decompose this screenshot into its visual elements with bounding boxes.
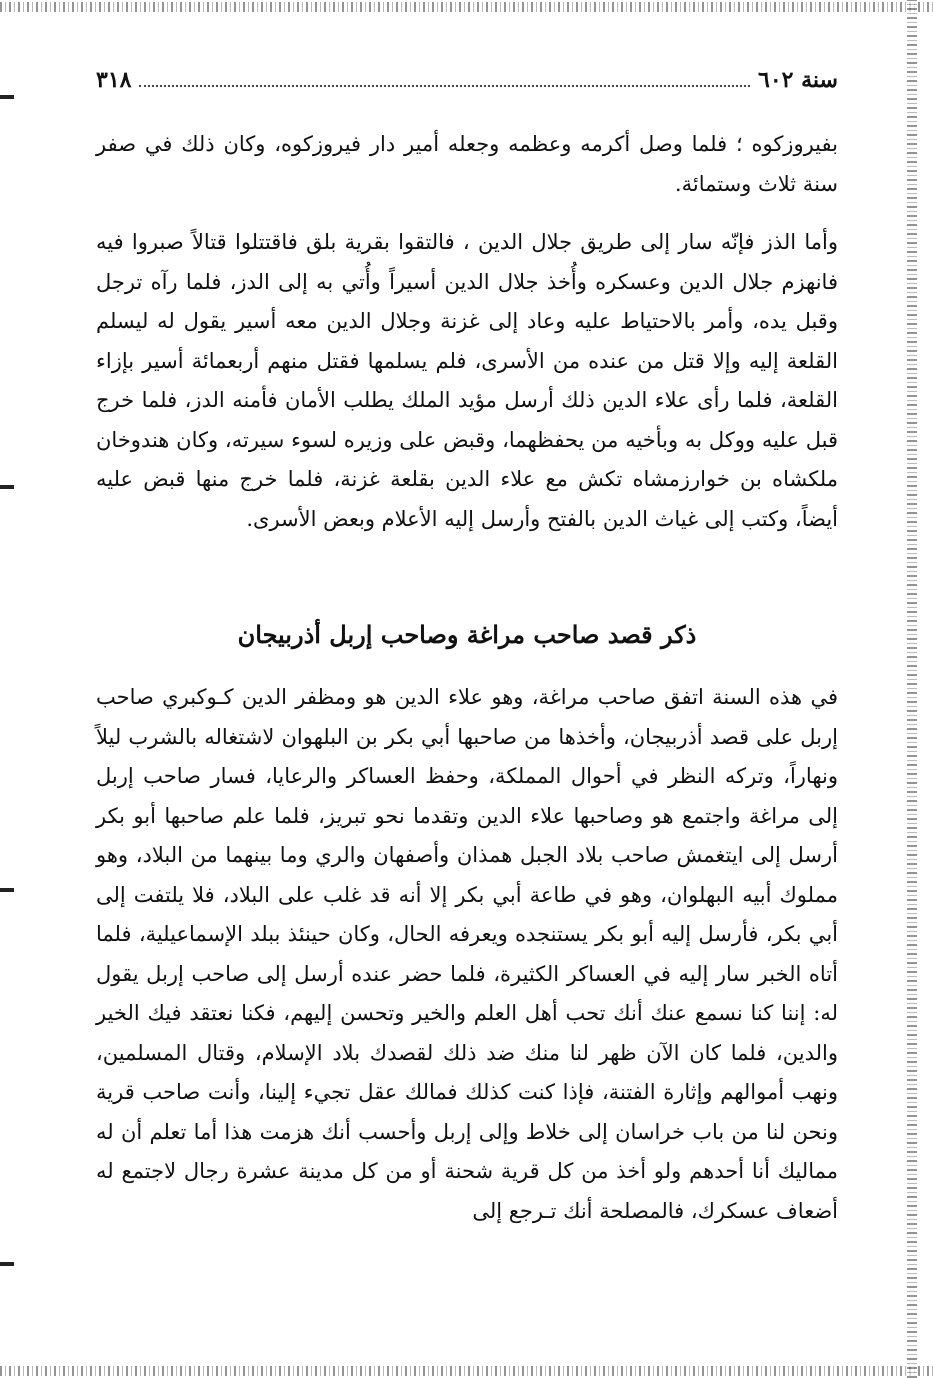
paragraph-3: في هذه السنة اتفق صاحب مراغة، وهو علاء الدين هو ومظفر الدين كـوكبري صاحب إربل على قصد أذربيجان، وأخذها من صاحبها أبي بكر بن البلهوان لاشتغاله بالشرب ليلاً ونهاراً، وتركه النظر في أحوال المملكة، وحفظ العساكر والرعايا، فسار صاحب إربل إلى مراغة واجتمع هو وصاحبها علاء الدين وتقدما نحو تبريز، فلما علم صاحبها أبو بكر أرسل إلى ايتغمش صاحب بلاد الجبل همذان وأصفهان والري وما بينهما من البلاد، وهو مملوك أبيه البهلوان، وهو في طاعة أبي بكر إلا أنه قد غلب على البلاد، فلا يلتفت إلى أبي بكر، فأرسل إليه أبو بكر يستنجده ويعرفه الحال، وكان حينئذ ببلد الإسماعيلية، فلما أتاه الخبر سار إليه في العساكر الكثيرة، فلما حضر عنده أرسل إلى صاحب إربل يقول له: إننا كنا نسمع عنك أنك تحب أهل العلم والخير وتحسن إليهم، فكنا نعتقد فيك الخير والدين، فلما كان الآن ظهر لنا منك ضد ذلك لقصدك بلاد الإسلام، وقتال المسلمين، ونهب أموالهم وإثارة الفتنة، فإذا كنت كذلك فمالك عقل تجيء إلينا، وأنت صاحب قرية ونحن لنا من باب خراسان إلى خلاط وإلى إربل وأحسب أنك هزمت هذا أما تعلم أن له مماليك أنا أحدهم ولو أخذ من كل قرية شحنة أو من كل مدينة عشرة رجال لاجتمع له أضعاف عسكرك، فالمصلحة أنك تـرجع إلى [96, 685, 838, 1223]
margin-mark [0, 95, 14, 99]
section-heading: ذكر قصد صاحب مراغة وصاحب إربل أذربيجان [237, 620, 697, 649]
paragraph-2: وأما الذز فإنّه سار إلى طريق جلال الدين ، فالتقوا بقرية بلق فاقتتلوا قتالاً صبروا فيه فانهزم جلال الدين وعسكره وأُخذ جلال الدين أسيراً وأُتي به إلى الدز، فلما رآه ترجل وقبل يده، وأمر بالاحتياط عليه وعاد إلى غزنة وجلال الدين معه أسير يقول له ليسلم القلعة إليه وإلا قتل من عنده من الأسرى، فلم يسلمها فقتل منهم أربعمائة أسير بإزاء القلعة، فلما رأى علاء الدين ذلك أرسل مؤيد الملك يطلب الأمان فأمنه الدز، فلما خرج قبل عليه ووكل به وبأخيه من يحفظهما، وقبض على وزيره لسوء سيرته، وكان هندوخان ملكشاه بن خوارزمشاه تكش مع علاء الدين بقلعة غزنة، فلما خرج منها قبض عليه أيضاً، وكتب إلى غياث الدين بالفتح وأرسل إليه الأعلام وبعض الأسرى. [96, 230, 838, 531]
bottom-ornamental-border [0, 1366, 933, 1376]
margin-mark [0, 1262, 14, 1266]
page-number: ٣١٨ [96, 67, 132, 93]
top-ornamental-border [0, 2, 933, 12]
paragraph-1: بفيروزكوه ؛ فلما وصل أكرمه وعظمه وجعله أمير دار فيروزكوه، وكان ذلك في صفر سنة ثلاث وستمائة. [96, 132, 838, 196]
right-ornamental-border [907, 0, 917, 1378]
year-label: سنة ٦٠٢ [758, 67, 838, 93]
running-header [96, 62, 838, 98]
margin-mark [0, 888, 14, 892]
header-dotted-leader [139, 84, 750, 87]
margin-mark [0, 485, 14, 489]
